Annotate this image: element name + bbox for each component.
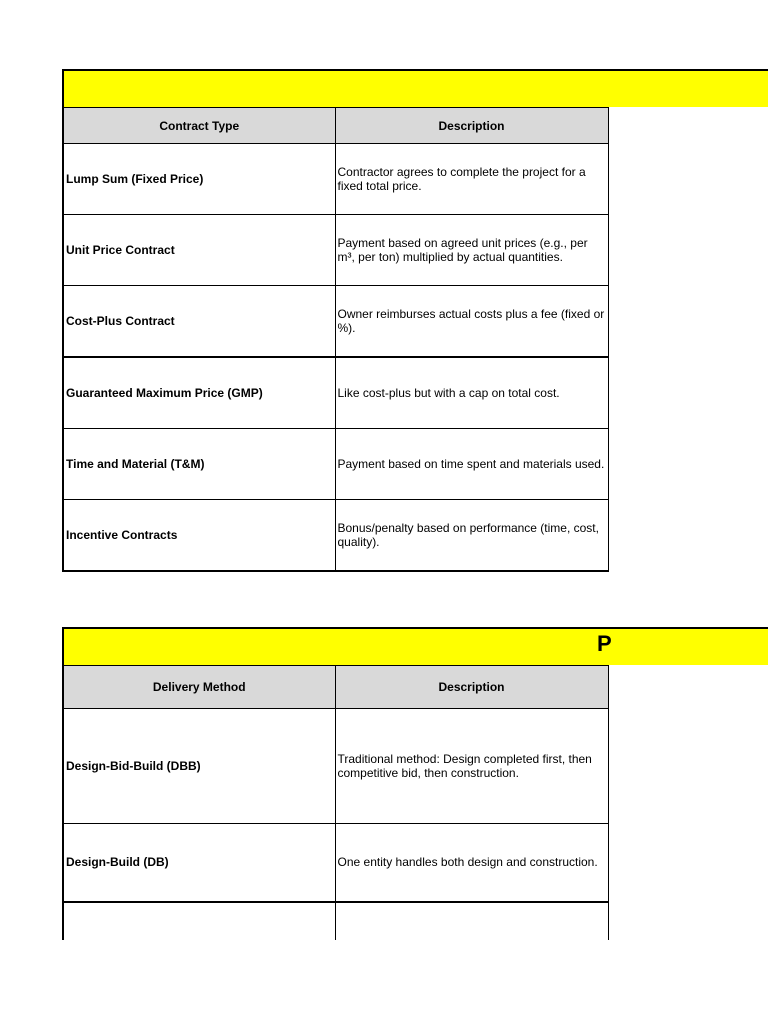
- delivery-methods-banner: [62, 627, 768, 665]
- description-cell[interactable]: Contractor agrees to complete the project for a fixed total price.: [335, 144, 608, 215]
- banner-left-edge: [62, 71, 64, 107]
- banner-left-edge: [62, 629, 64, 665]
- header-delivery-method: Delivery Method: [63, 666, 335, 709]
- description-cell[interactable]: Like cost-plus but with a cap on total cost.: [335, 357, 608, 429]
- table-row: [63, 824, 608, 902]
- contract-type-cell[interactable]: Time and Material (T&M): [63, 429, 335, 500]
- header-contract-type: Contract Type: [63, 108, 335, 144]
- delivery-method-cell[interactable]: Design-Build (DB): [63, 824, 335, 902]
- description-cell[interactable]: One entity handles both design and construction.: [335, 824, 608, 902]
- table-header-row: [63, 108, 608, 144]
- description-cell[interactable]: Payment based on time spent and materials used.: [335, 429, 608, 500]
- contract-type-cell[interactable]: Lump Sum (Fixed Price): [63, 144, 335, 215]
- contract-type-cell[interactable]: Incentive Contracts: [63, 500, 335, 571]
- table-row: [63, 357, 608, 429]
- delivery-methods-banner-title: P: [597, 631, 612, 656]
- description-cell[interactable]: [335, 902, 608, 940]
- delivery-method-cell[interactable]: Design-Bid-Build (DBB): [63, 709, 335, 824]
- table-row: [63, 144, 608, 215]
- description-cell[interactable]: Owner reimburses actual costs plus a fee (fixed or %).: [335, 286, 608, 357]
- table-row: [63, 429, 608, 500]
- contract-type-cell[interactable]: Cost-Plus Contract: [63, 286, 335, 357]
- table-row: [63, 215, 608, 286]
- header-description: Description: [335, 108, 608, 144]
- contract-types-table: [62, 107, 607, 572]
- contract-type-cell[interactable]: Unit Price Contract: [63, 215, 335, 286]
- delivery-method-cell[interactable]: [63, 902, 335, 940]
- description-cell[interactable]: Payment based on agreed unit prices (e.g., per m³, per ton) multiplied by actual quantities.: [335, 215, 608, 286]
- description-cell[interactable]: Traditional method: Design completed first, then competitive bid, then construction.: [335, 709, 608, 824]
- header-description: Description: [335, 666, 608, 709]
- table-row: [63, 902, 608, 940]
- delivery-methods-table: [62, 665, 607, 940]
- table-row: [63, 709, 608, 824]
- table-row: [63, 286, 608, 357]
- contract-types-banner: [62, 69, 768, 107]
- table-row: [63, 500, 608, 571]
- table-header-row: [63, 666, 608, 709]
- contract-type-cell[interactable]: Guaranteed Maximum Price (GMP): [63, 357, 335, 429]
- description-cell[interactable]: Bonus/penalty based on performance (time, cost, quality).: [335, 500, 608, 571]
